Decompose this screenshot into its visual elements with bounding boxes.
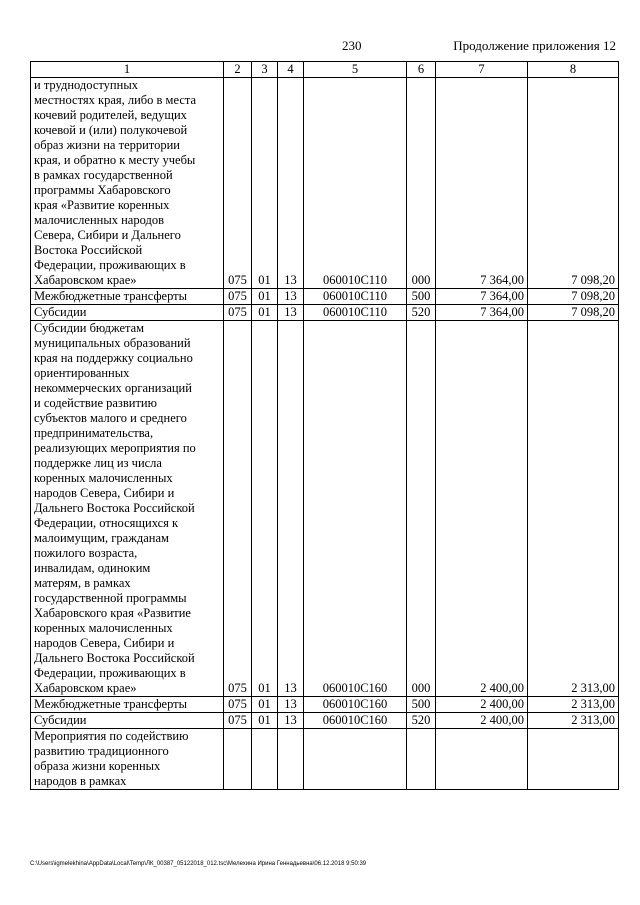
planned-amount: 2 400,00 xyxy=(436,697,528,713)
planned-amount: 7 364,00 xyxy=(436,305,528,321)
section-code: 01 xyxy=(252,321,278,697)
table-row xyxy=(31,78,619,289)
target-article-code: 060010С110 xyxy=(304,289,407,305)
actual-amount: 7 098,20 xyxy=(528,78,619,289)
subsection-code: 13 xyxy=(278,78,304,289)
section-code: 01 xyxy=(252,289,278,305)
planned-amount: 2 400,00 xyxy=(436,713,528,729)
subsection-code: 13 xyxy=(278,289,304,305)
target-article-code: 060010С160 xyxy=(304,713,407,729)
expense-type-code: 520 xyxy=(407,305,436,321)
table-row xyxy=(31,321,619,697)
section-code: 01 xyxy=(252,697,278,713)
expense-type-code xyxy=(407,729,436,790)
table-row xyxy=(31,713,619,729)
actual-amount: 2 313,00 xyxy=(528,321,619,697)
subsection-code xyxy=(278,729,304,790)
column-header: 1 xyxy=(31,62,224,78)
section-code: 01 xyxy=(252,78,278,289)
section-code: 01 xyxy=(252,305,278,321)
column-header: 5 xyxy=(304,62,407,78)
target-article-code: 060010С110 xyxy=(304,305,407,321)
row-description: Субсидии бюджетам муниципальных образований края на поддержку социально ориентированных некоммерческих организаций и содействие развитию субъектов малого и среднего предпринимательства, реализующих мероприятия по поддержке лиц из числа коренных малочисленных народов Севера, Сибири и Дальнего Востока Российской Федерации, относящихся к малоимущим, гражданам пожилого возраста, инвалидам, одиноким матерям, в рамках государственной программы Хабаровского края «Развитие коренных малочисленных народов Севера, Сибири и Дальнего Востока Российской Федерации, проживающих в Хабаровском крае» xyxy=(31,321,224,697)
ministry-code: 075 xyxy=(224,713,252,729)
budget-table xyxy=(30,61,619,790)
actual-amount: 2 313,00 xyxy=(528,713,619,729)
row-description: и труднодоступных местностях края, либо в места кочевий родителей, ведущих кочевой и (или) полукочевой образ жизни на территории края, и обратно к месту учебы в рамках государственной программы Хабаровского края «Развитие коренных малочисленных народов Севера, Сибири и Дальнего Востока Российской Федерации, проживающих в Хабаровском крае» xyxy=(31,78,224,289)
ministry-code xyxy=(224,729,252,790)
row-description: Субсидии xyxy=(31,305,224,321)
column-header: 4 xyxy=(278,62,304,78)
table-row xyxy=(31,729,619,790)
expense-type-code: 500 xyxy=(407,289,436,305)
page-number: 230 xyxy=(342,38,362,53)
row-description: Межбюджетные трансферты xyxy=(31,289,224,305)
appendix-title: Продолжение приложения 12 xyxy=(453,38,616,53)
planned-amount: 7 364,00 xyxy=(436,78,528,289)
column-header: 2 xyxy=(224,62,252,78)
target-article-code: 060010С160 xyxy=(304,697,407,713)
subsection-code: 13 xyxy=(278,305,304,321)
row-description: Межбюджетные трансферты xyxy=(31,697,224,713)
table-row xyxy=(31,289,619,305)
ministry-code: 075 xyxy=(224,78,252,289)
table-row xyxy=(31,305,619,321)
expense-type-code: 000 xyxy=(407,321,436,697)
target-article-code: 060010С160 xyxy=(304,321,407,697)
subsection-code: 13 xyxy=(278,321,304,697)
ministry-code: 075 xyxy=(224,289,252,305)
planned-amount: 7 364,00 xyxy=(436,289,528,305)
subsection-code: 13 xyxy=(278,697,304,713)
planned-amount xyxy=(436,729,528,790)
column-header: 7 xyxy=(436,62,528,78)
target-article-code xyxy=(304,729,407,790)
target-article-code: 060010С110 xyxy=(304,78,407,289)
table-row xyxy=(31,697,619,713)
ministry-code: 075 xyxy=(224,697,252,713)
column-header: 6 xyxy=(407,62,436,78)
planned-amount: 2 400,00 xyxy=(436,321,528,697)
actual-amount: 7 098,20 xyxy=(528,289,619,305)
header-row xyxy=(31,62,619,78)
ministry-code: 075 xyxy=(224,305,252,321)
expense-type-code: 000 xyxy=(407,78,436,289)
expense-type-code: 520 xyxy=(407,713,436,729)
section-code xyxy=(252,729,278,790)
expense-type-code: 500 xyxy=(407,697,436,713)
subsection-code: 13 xyxy=(278,713,304,729)
column-header: 3 xyxy=(252,62,278,78)
section-code: 01 xyxy=(252,713,278,729)
row-description: Субсидии xyxy=(31,713,224,729)
actual-amount: 7 098,20 xyxy=(528,305,619,321)
actual-amount xyxy=(528,729,619,790)
actual-amount: 2 313,00 xyxy=(528,697,619,713)
column-header: 8 xyxy=(528,62,619,78)
ministry-code: 075 xyxy=(224,321,252,697)
file-path-footer: C:\Users\igmelekhina\AppData\Local\Temp\ЛК_00387_05122018_012.tsc\Мелехина Ирина Геннадьевна\06.12.2018 9:50:39 xyxy=(30,861,367,867)
row-description: Мероприятия по содействию развитию традиционного образа жизни коренных народов в рамках xyxy=(31,729,224,790)
